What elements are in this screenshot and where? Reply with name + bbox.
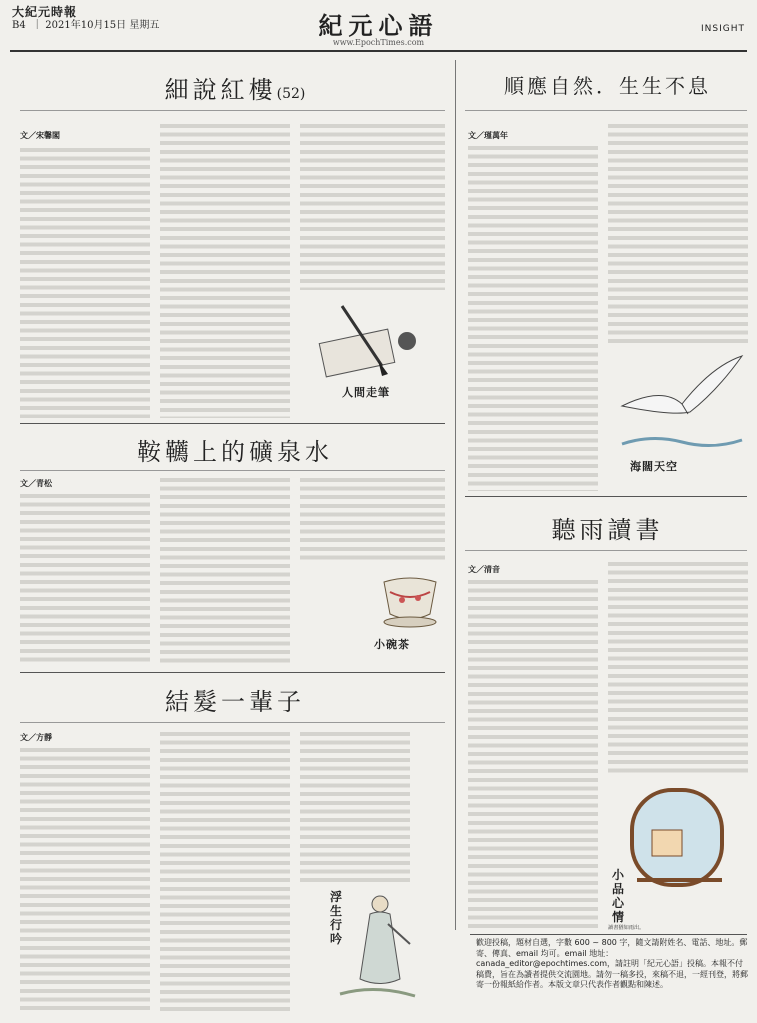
author-tingyu: 文／清音 — [468, 565, 500, 574]
submission-notice: 歡迎投稿，題材自選，字數 600 ~ 800 字，隨文請附姓名、電話、地址。郵寄、傳真、email 均可。email 地址：canada_editor@epochtimes.com，請註明「紀元心語」投稿。本報不付稿費，旨在為讀者提供交流園地。請勿一稿多投，來稿不退，一經刊登，將郵寄一份報紙給作者。本版文章只代表作者觀點和陳述。 — [476, 938, 748, 989]
title-rule — [465, 110, 747, 111]
title-rule — [465, 550, 747, 551]
section-english: INSIGHT — [701, 24, 745, 34]
illustration-caption: 小碗茶 — [374, 638, 410, 651]
article-ending: 讀書猶如雨出。 — [608, 925, 645, 931]
page-number: B4 — [12, 20, 26, 31]
author-shunying: 文／瑾萬年 — [468, 131, 508, 140]
text-column — [608, 562, 748, 777]
section-divider — [465, 496, 747, 497]
text-column — [160, 478, 290, 666]
section-divider — [20, 423, 445, 424]
site-url[interactable]: www.EpochTimes.com — [332, 38, 425, 47]
text-column — [20, 494, 150, 666]
masthead: 大紀元時報 B4 ｜ 2021年10月15日 星期五 — [12, 5, 160, 31]
text-column — [300, 478, 445, 564]
column-divider — [455, 60, 456, 930]
text-column — [160, 732, 290, 1013]
text-column — [608, 124, 748, 346]
author-jiefa: 文／方靜 — [20, 733, 52, 742]
text-column — [20, 148, 150, 418]
title-rule — [20, 110, 445, 111]
window-illustration — [612, 780, 747, 930]
ancient-figure-illustration — [330, 884, 450, 1014]
illustration-caption: 浮生行吟 — [330, 890, 344, 946]
issue-date: 2021年10月15日 星期五 — [45, 20, 160, 31]
header-rule — [10, 50, 747, 52]
author-hongloumeng: 文／宋馨閣 — [20, 131, 60, 140]
brand-name: 大紀元時報 — [12, 5, 78, 19]
text-column — [20, 748, 150, 1013]
article-title-hongloumeng: 細說紅樓(52) — [164, 76, 306, 104]
illustration-caption: 海闊天空 — [630, 460, 678, 473]
article-title-jiefa: 結髮一輩子 — [165, 688, 305, 716]
writing-brush-illustration — [312, 296, 432, 406]
article-title-shunying: 順應自然．生生不息 — [504, 74, 711, 98]
text-column — [468, 146, 598, 491]
article-title-anjian: 鞍韉上的礦泉水 — [137, 438, 333, 466]
illustration-caption: 小品心情 — [612, 868, 626, 924]
title-rule — [20, 722, 445, 723]
footer-rule — [470, 934, 747, 935]
tea-cup-illustration — [370, 562, 450, 662]
section-divider — [20, 672, 445, 673]
seagull-illustration — [612, 346, 747, 486]
illustration-caption: 人間走筆 — [342, 386, 390, 399]
author-anjian: 文／青松 — [20, 479, 52, 488]
article-title-tingyu: 聽雨讀書 — [551, 516, 664, 544]
text-column — [468, 580, 598, 930]
title-rule — [20, 470, 445, 471]
section-title: 紀元心語 — [318, 11, 439, 40]
text-column — [160, 124, 290, 418]
text-column — [300, 732, 410, 884]
text-column — [300, 124, 445, 290]
